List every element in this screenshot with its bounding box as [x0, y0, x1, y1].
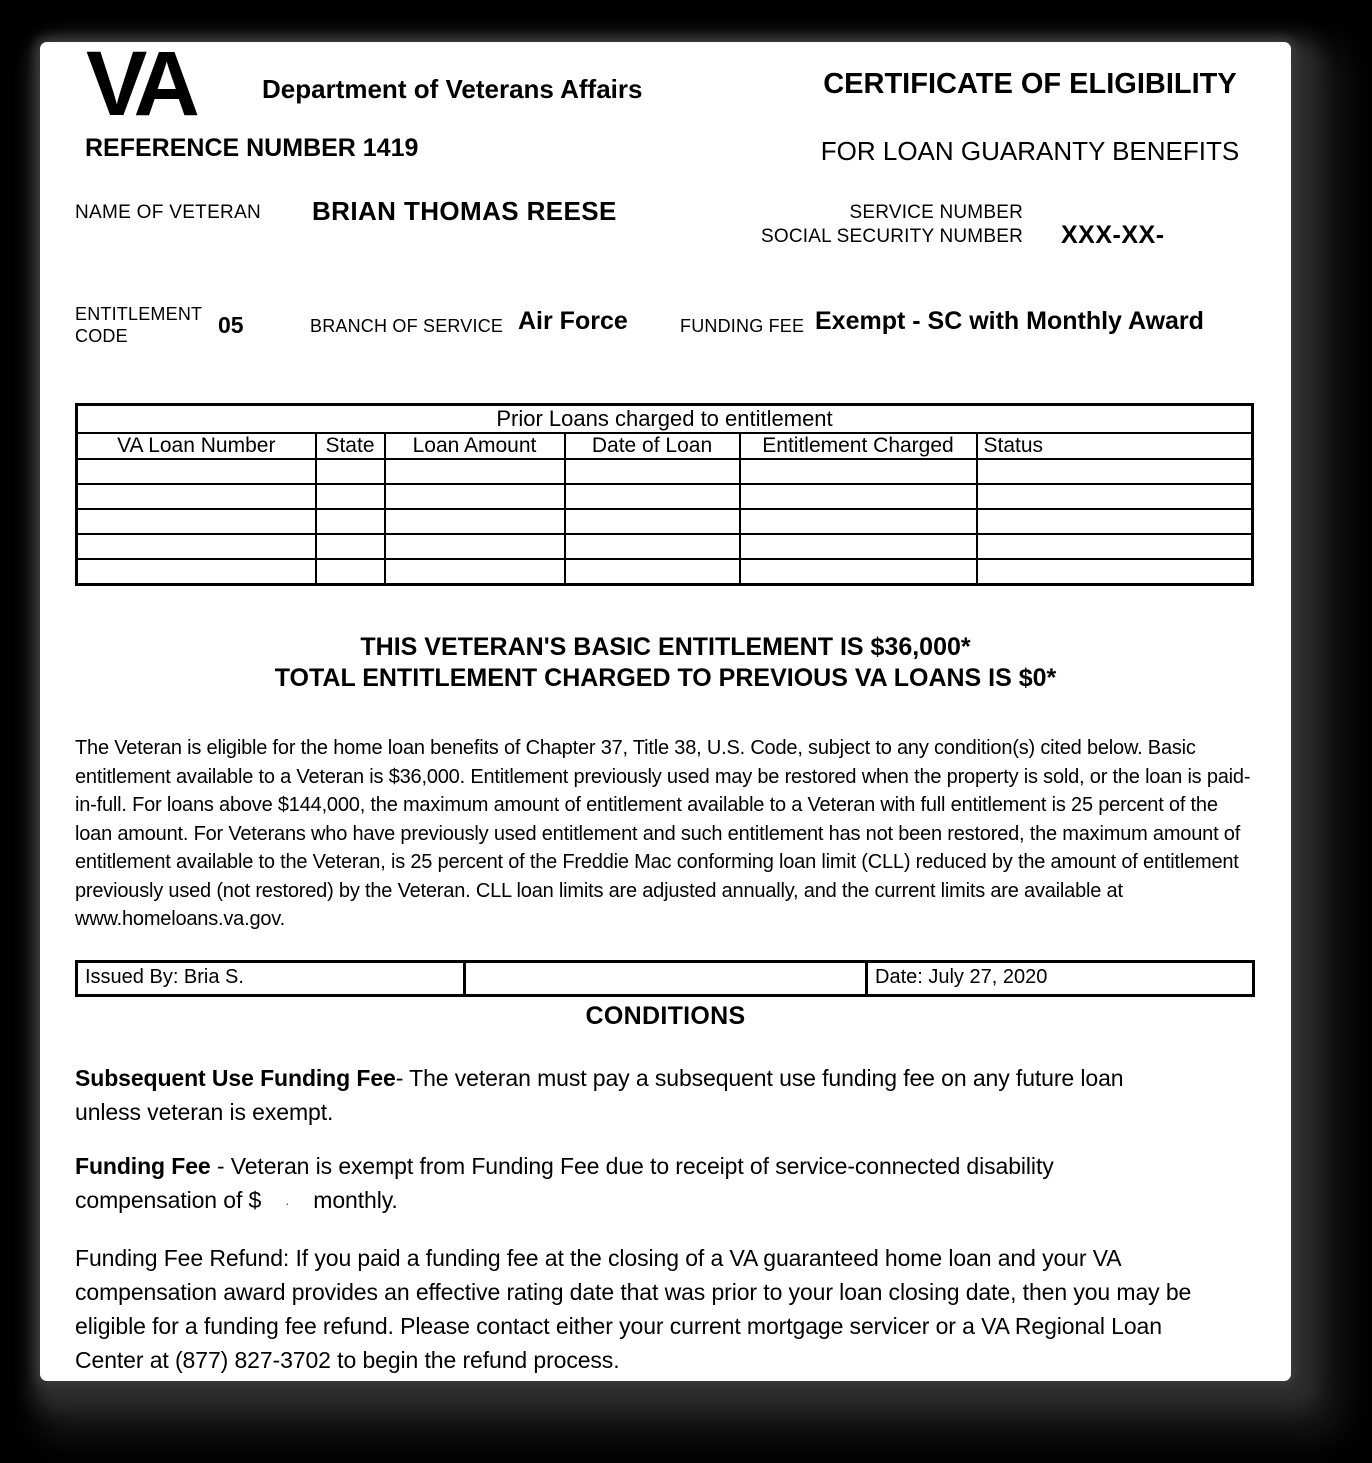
ssn-value: XXX-XX- [1061, 221, 1165, 249]
table-cell [77, 534, 316, 559]
column-header: Status [977, 433, 1253, 459]
condition-section [75, 1061, 1195, 1129]
department-title: Department of Veterans Affairs [262, 74, 643, 104]
condition-section-label: Subsequent Use Funding Fee [75, 1065, 396, 1091]
table-cell [977, 484, 1253, 509]
issued-by-cell: Issued By: Bria S. [78, 963, 466, 994]
column-header: Date of Loan [565, 433, 740, 459]
table-cell [977, 509, 1253, 534]
issue-date-cell: Date: July 27, 2020 [875, 966, 1048, 988]
entitlement-code-value: 05 [218, 312, 244, 338]
column-header: State [316, 433, 385, 459]
table-cell [316, 509, 385, 534]
table-row [77, 534, 1253, 559]
table-row [77, 509, 1253, 534]
redacted-amount-placeholder: · [285, 1196, 290, 1211]
service-number-labels [743, 201, 1023, 248]
table-cell [565, 484, 740, 509]
table-cell [740, 534, 977, 559]
table-cell [977, 534, 1253, 559]
table-title-row [77, 405, 1253, 434]
total-charged-line: TOTAL ENTITLEMENT CHARGED TO PREVIOUS VA LOANS IS $0* [274, 664, 1057, 692]
eligibility-paragraph: The Veteran is eligible for the home loan benefits of Chapter 37, Title 38, U.S. Code, subject to any condition(s) cited below. Basic entitlement available to a Veteran is $36,000. Entitlement previously used may be restored when the property is sold, or the loan is paid-in-full. For loans above $144,000, the maximum amount of entitlement available to a Veteran with full entitlement is 25 percent of the loan amount. For Veterans who have previously used entitlement and such entitlement has not been restored, the maximum amount of entitlement available to the Veteran, is 25 percent of the Freddie Mac conforming loan limit (CLL) reduced by the amount of entitlement previously used (not restored) by the Veteran. CLL loan limits are adjusted annually, and the current limits are available at www.homeloans.va.gov. [75, 737, 1251, 930]
funding-fee-value: Exempt - SC with Monthly Award [815, 307, 1204, 335]
table-title: Prior Loans charged to entitlement [77, 405, 1253, 434]
service-number-label: SERVICE NUMBER [849, 202, 1023, 223]
condition-section [75, 1241, 1195, 1377]
table-row [77, 559, 1253, 584]
table-cell [385, 459, 565, 484]
table-cell [740, 484, 977, 509]
table-cell [977, 559, 1253, 584]
table-cell [77, 559, 316, 584]
prior-loans-table [75, 403, 1254, 586]
condition-section-label: Funding Fee [75, 1153, 211, 1179]
table-row [77, 459, 1253, 484]
issue-bar [75, 960, 1255, 997]
table-cell [740, 559, 977, 584]
column-header: Entitlement Charged [740, 433, 977, 459]
table-header-row [77, 433, 1253, 459]
table-cell [385, 534, 565, 559]
table-cell [316, 459, 385, 484]
table-cell [385, 559, 565, 584]
branch-of-service-label: BRANCH OF SERVICE [310, 316, 504, 336]
table-cell [316, 534, 385, 559]
condition-section-text: - The veteran must pay a subsequent use funding fee on any future loan unless veteran is exempt. [75, 1065, 1124, 1125]
veteran-name-value: BRIAN THOMAS REESE [312, 196, 617, 226]
table-cell [385, 509, 565, 534]
column-header: Loan Amount [385, 433, 565, 459]
table-cell [565, 559, 740, 584]
entitlement-code-label-line2: CODE [75, 326, 128, 346]
entitlement-code-label [75, 303, 202, 347]
conditions-heading: CONDITIONS [585, 1002, 746, 1030]
name-of-veteran-label: NAME OF VETERAN [75, 202, 262, 223]
ssn-label: SOCIAL SECURITY NUMBER [760, 225, 1023, 247]
basic-entitlement-line: THIS VETERAN'S BASIC ENTITLEMENT IS $36,000* [360, 633, 971, 661]
condition-section-text: - Veteran is exempt from Funding Fee due to receipt of service-connected disability compensation of $ [75, 1153, 1054, 1213]
condition-section [75, 1149, 1195, 1221]
entitlement-summary [40, 632, 1291, 694]
certificate-page [40, 33, 1291, 1381]
certificate-title: CERTIFICATE OF ELIGIBILITY [823, 68, 1237, 100]
va-logo: VA [86, 33, 193, 135]
branch-of-service-value: Air Force [518, 307, 628, 335]
table-cell [740, 459, 977, 484]
table-cell [316, 559, 385, 584]
table-cell [77, 484, 316, 509]
table-cell [565, 509, 740, 534]
table-cell [77, 509, 316, 534]
table-cell [565, 534, 740, 559]
table-cell [77, 459, 316, 484]
table-row [77, 484, 1253, 509]
funding-fee-label: FUNDING FEE [680, 316, 805, 336]
table-cell [316, 484, 385, 509]
table-cell [740, 509, 977, 534]
column-header: VA Loan Number [77, 433, 316, 459]
table-cell [977, 459, 1253, 484]
entitlement-code-label-line1: ENTITLEMENT [75, 304, 203, 324]
reference-number: REFERENCE NUMBER 1419 [85, 134, 419, 162]
issue-bar-middle-cell [466, 963, 868, 994]
table-cell [385, 484, 565, 509]
condition-section-text: Funding Fee Refund: If you paid a funding fee at the closing of a VA guaranteed home loan and your VA compensation award provides an effective rating date that was prior to your loan closing date, then you may be eligible for a funding fee refund. Please contact either your current mortgage servicer or a VA Regional Loan Center at (877) 827-3702 to begin the refund process. [75, 1245, 1192, 1373]
certificate-subtitle: FOR LOAN GUARANTY BENEFITS [820, 136, 1240, 166]
table-cell [565, 459, 740, 484]
condition-section-suffix: monthly. [313, 1187, 398, 1213]
